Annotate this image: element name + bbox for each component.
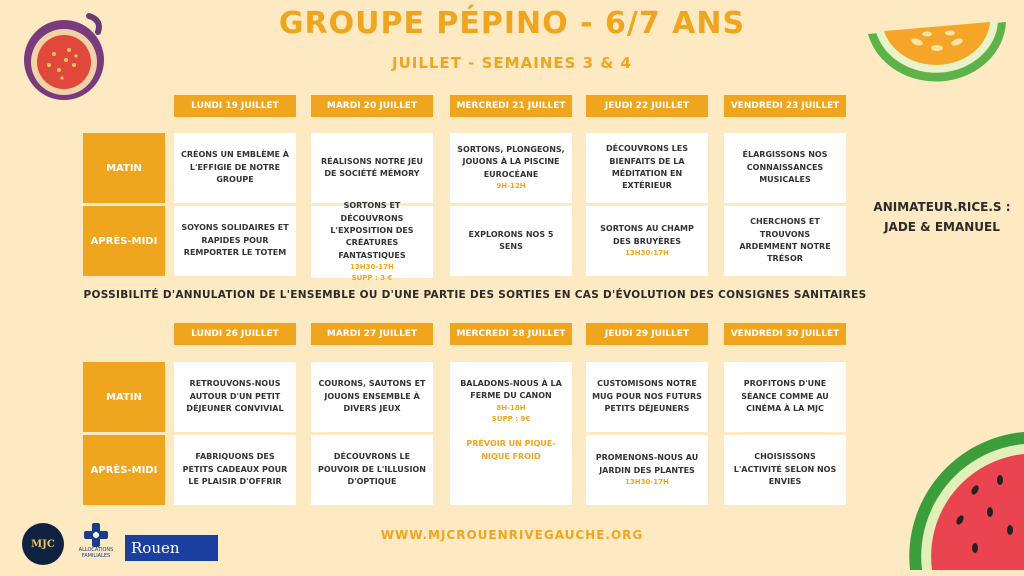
activity-cell <box>174 362 296 432</box>
page-subtitle: JUILLET - SEMAINES 3 & 4 <box>392 54 632 72</box>
activity-text: SORTONS AU CHAMP DES BRUYÈRES <box>600 224 694 246</box>
activity-price: SUPP : 9€ <box>491 414 531 423</box>
row-label-matin: MATIN <box>83 133 165 203</box>
row-label-matin: MATIN <box>83 362 165 432</box>
activity-text: EXPLORONS NOS 5 SENS <box>468 229 554 251</box>
activity-time: 13H30-17H <box>625 248 669 257</box>
caf-logo-text: ALLOCATIONS FAMILIALES <box>78 547 114 559</box>
activity-text: DÉCOUVRONS LE POUVOIR DE L'ILLUSION D'OPTIQUE <box>318 452 426 487</box>
website-link[interactable]: WWW.MJCROUENRIVEGAUCHE.ORG <box>380 528 644 542</box>
sanitary-note: POSSIBILITÉ D'ANNULATION DE L'ENSEMBLE OU D'UNE PARTIE DES SORTIES EN CAS D'ÉVOLUTION DES CONSIGNES SANITAIRES <box>83 289 867 301</box>
activity-cell <box>450 133 572 203</box>
activity-cell <box>311 435 433 505</box>
rouen-logo-text: Rouen <box>131 539 180 557</box>
day-header: LUNDI 26 JUILLET <box>174 323 296 345</box>
activity-note: PRÉVOIR UN PIQUE-NIQUE FROID <box>466 439 556 461</box>
activity-cell <box>724 362 846 432</box>
activity-text: PROMENONS-NOUS AU JARDIN DES PLANTES <box>595 453 699 475</box>
activity-cell <box>174 206 296 276</box>
day-header: MERCREDI 21 JUILLET <box>450 95 572 117</box>
day-header: VENDREDI 30 JUILLET <box>724 323 846 345</box>
day-header: LUNDI 19 JUILLET <box>174 95 296 117</box>
row-label-apres-midi: APRÈS-MIDI <box>83 206 165 276</box>
day-header: JEUDI 22 JUILLET <box>586 95 708 117</box>
page-title: GROUPE PÉPINO - 6/7 ANS <box>278 6 746 41</box>
day-header: VENDREDI 23 JUILLET <box>724 95 846 117</box>
activity-text: CRÉONS UN EMBLÈME À L'EFFIGIE DE NOTRE GROUPE <box>180 150 289 185</box>
rouen-logo <box>125 535 218 561</box>
activity-time: 13H30-17H <box>350 263 394 272</box>
activity-text: FABRIQUONS DES PETITS CADEAUX POUR LE PLAISIR D'OFFRIR <box>182 452 288 487</box>
activity-cell <box>450 362 572 505</box>
activity-text: DÉCOUVRONS LES BIENFAITS DE LA MÉDITATION EN EXTÉRIEUR <box>606 144 688 191</box>
day-header: MERCREDI 28 JUILLET <box>450 323 572 345</box>
animateurs-label: ANIMATEUR.RICE.S : <box>873 200 1011 214</box>
caf-logo <box>76 522 116 566</box>
activity-cell <box>586 435 708 505</box>
caf-symbol-icon <box>83 522 109 548</box>
activity-cell <box>724 206 846 276</box>
activity-cell <box>311 133 433 203</box>
activity-cell <box>586 362 708 432</box>
activity-text: SORTONS ET DÉCOUVRONS L'EXPOSITION DES CRÉATURES FANTASTIQUES <box>330 201 414 260</box>
activity-price: SUPP : 3 € <box>351 273 393 282</box>
activity-text: SORTONS, PLONGEONS, JOUONS À LA PISCINE EUROCÉANE <box>457 144 565 179</box>
activity-time: 8H-18H <box>496 403 526 412</box>
activity-cell <box>450 206 572 276</box>
activity-text: PROFITONS D'UNE SÉANCE COMME AU CINÉMA À LA MJC <box>741 379 829 414</box>
animateurs-info <box>862 198 1022 238</box>
animateurs-names: JADE & EMANUEL <box>884 219 1000 234</box>
day-header: MARDI 20 JUILLET <box>311 95 433 117</box>
mjc-logo <box>22 523 64 565</box>
activity-text: CHOISISSONS L'ACTIVITÉ SELON NOS ENVIES <box>733 452 837 487</box>
activity-text: COURONS, SAUTONS ET JOUONS ENSEMBLE À DIVERS JEUX <box>318 379 426 414</box>
watermelon-icon <box>880 420 1024 576</box>
activity-cell <box>311 362 433 432</box>
activity-text: CHERCHONS ET TROUVONS ARDEMMENT NOTRE TRÉSOR <box>739 217 831 264</box>
activity-text: CUSTOMISONS NOTRE MUG POUR NOS FUTURS PETITS DÉJEUNERS <box>592 379 702 414</box>
activity-cell <box>586 206 708 276</box>
activity-cell <box>174 133 296 203</box>
row-label-apres-midi: APRÈS-MIDI <box>83 435 165 505</box>
activity-cell <box>174 435 296 505</box>
activity-text: BALADONS-NOUS À LA FERME DU CANON <box>460 379 562 401</box>
day-header: MARDI 27 JUILLET <box>311 323 433 345</box>
activity-text: RÉALISONS NOTRE JEU DE SOCIÉTÉ MÉMORY <box>321 156 423 178</box>
activity-time: 13H30-17H <box>625 477 669 486</box>
day-header: JEUDI 29 JUILLET <box>586 323 708 345</box>
activity-cell <box>724 435 846 505</box>
mjc-logo-text: MJC <box>31 538 55 550</box>
activity-text: SOYONS SOLIDAIRES ET RAPIDES POUR REMPORTER LE TOTEM <box>181 223 289 258</box>
activity-cell <box>586 133 708 203</box>
activity-cell <box>724 133 846 203</box>
activity-text: RETROUVONS-NOUS AUTOUR D'UN PETIT DÉJEUNER CONVIVIAL <box>186 379 284 414</box>
activity-text: ÉLARGISSONS NOS CONNAISSANCES MUSICALES <box>742 150 828 185</box>
activity-cell <box>311 201 433 282</box>
activity-time: 9H-12H <box>496 182 526 191</box>
